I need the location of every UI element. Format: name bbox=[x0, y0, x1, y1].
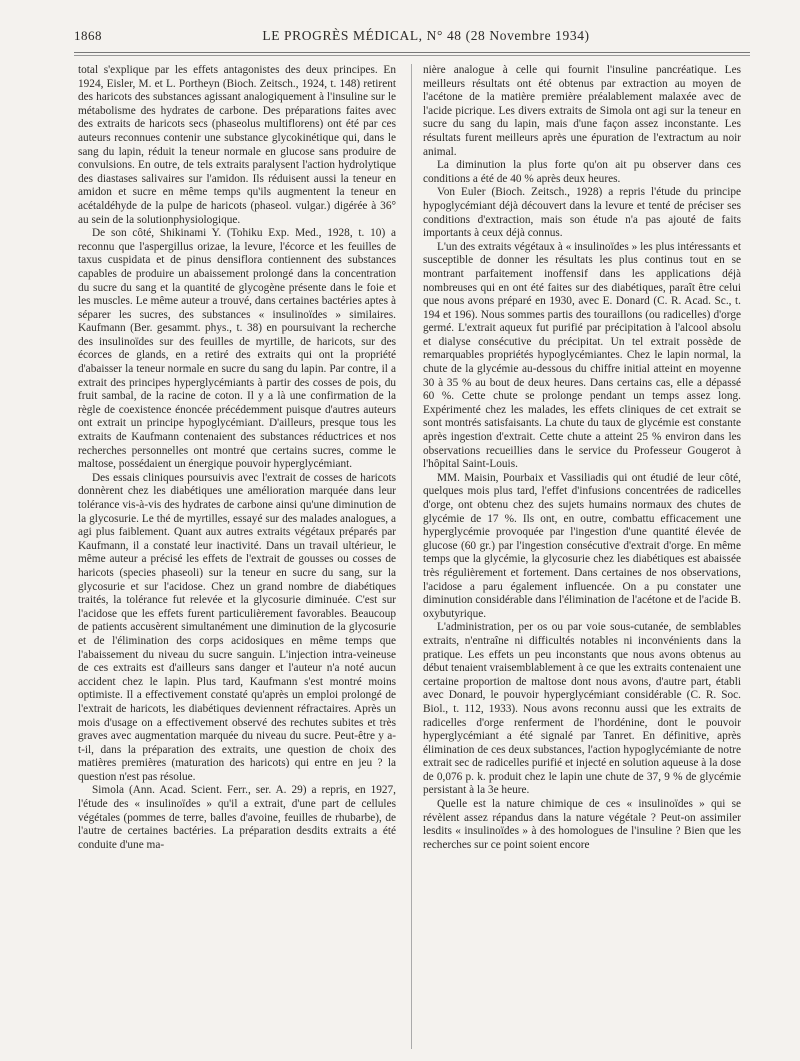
page-number: 1868 bbox=[74, 28, 102, 43]
paragraph: Von Euler (Bioch. Zeitsch., 1928) a repris l'étude du principe hypoglycémiant déjà découvert dans la levure et tenté de préciser ses conditions d'extraction, mais son étude n'a pas ajouté de faits importants à ceux déjà connus. bbox=[423, 186, 741, 240]
header-rule-secondary bbox=[74, 55, 750, 56]
journal-title: LE PROGRÈS MÉDICAL, N° 48 (28 Novembre 1934) bbox=[262, 28, 590, 43]
column-divider bbox=[411, 64, 412, 1049]
right-column bbox=[423, 64, 741, 852]
left-column bbox=[78, 64, 396, 852]
paragraph: Des essais cliniques poursuivis avec l'extrait de cosses de haricots donnèrent chez les diabétiques une amélioration marquée dans leur tolérance vis-à-vis des hydrates de carbone ainsi qu'une diminution de la glycosurie. Le thé de myrtilles, essayé sur des malades analogues, a agi plus faiblement. Quant aux autres extraits végétaux préparés par Kaufmann, il a constaté leur inactivité. Dans un travail ultérieur, le même auteur a précisé les effets de l'extrait de gousses ou cosses de haricots (species phaseoli) sur la teneur en sucre du sang, sur la glycosurie et sur l'acidose. Chez un grand nombre de diabétiques traités, la tolérance fut relevée et la glycosurie diminuée. C'est sur l'acidose que les effets furent particulièrement favorables. Beaucoup de patients accusèrent simultanément une diminution de la glycosurie et de l'élimination des corps acidosiques en même temps que l'abaissement du niveau du sucre sanguin. L'injection intra-veineuse de ces extraits est d'ailleurs sans danger et l'auteur n'a noté aucun accident chez le lapin. Plus tard, Kaufmann s'est montré moins optimiste. Il a effectivement constaté qu'après un emploi prolongé de l'extrait de haricots, les diabétiques deviennent réfractaires. Après un mois d'usage on a effectivement observé des rechutes subites et très graves avec augmentation marquée du niveau du sucre. Peut-être y a-t-il, dans la préparation des extraits, une question de choix des matières premières (maturation des haricots) qui entre en jeu ? la question n'est pas résolue. bbox=[78, 471, 396, 783]
paragraph: Simola (Ann. Acad. Scient. Ferr., ser. A. 29) a repris, en 1927, l'étude des « insulinoïdes » qu'il a extrait, d'une part de cellules végétales (pommes de terre, balles d'avoine, feuilles de rhubarbe), de l'autre de certaines bactéries. La préparation desdits extraits a été conduite d'une ma- bbox=[78, 784, 396, 851]
paragraph: total s'explique par les effets antagonistes des deux principes. En 1924, Eisler, M. et L. Portheyn (Bioch. Zeitsch., 1924, t. 148) retirent des haricots des substances agissant analogiquement à l'insuline sur le métabolisme des hydrates de carbone. Des préparations faites avec des extraits de haricots secs (phaseolus multiflorens) ont été par ces auteurs reconnues contenir une substance glycokinétique qui, dans le sang du lapin, réduit la teneur normale en glucose sans produire de convulsions. En outre, de tels extraits paralysent l'action hydrolytique des diastases salivaires sur l'amidon. Ils réduisent aussi la teneur en amidon et sucre en même temps qu'ils augmentent la teneur en acétaldéhyde de la pulpe de haricots (phaseol. vulgar.) digérée à 36° au sein de la solutionphysiologique. bbox=[78, 64, 396, 226]
running-header bbox=[74, 28, 750, 50]
paragraph: Quelle est la nature chimique de ces « insulinoïdes » qui se révèlent assez répandus dans la nature végétale ? Peut-on assimiler lesdits « insulinoïdes » à des homologues de l'insuline ? Bien que les recherches sur ce point soient encore bbox=[423, 798, 741, 851]
header-rule bbox=[74, 52, 750, 53]
paragraph: nière analogue à celle qui fournit l'insuline pancréatique. Les meilleurs résultats ont été obtenus par extraction au moyen de l'acétone de la matière première préalablement malaxée avec de l'acide picrique. Les divers extraits de Simola ont agi sur la teneur en sucre du sang du lapin, mais d'une façon assez inconstante. Les résultats furent meilleurs après une épuration de l'extractum au noir animal. bbox=[423, 64, 741, 158]
paragraph: La diminution la plus forte qu'on ait pu observer dans ces conditions a été de 40 % après deux heures. bbox=[423, 159, 741, 185]
paragraph: De son côté, Shikinami Y. (Tohiku Exp. Med., 1928, t. 10) a reconnu que l'aspergillus orizae, la levure, l'écorce et les feuilles de taxus cuspidata et de pinus densiflora contiennent des substances capables de produire un abaissement prolongé dans la concentration du sucre du sang et la quantité de glycogène présente dans le foie et les muscles. Le même auteur a trouvé, dans certaines bactéries aptes à séparer les sucres, des substances « insulinoïdes » similaires. Kaufmann (Ber. gesammt. phys., t. 38) en poursuivant la recherche des insulinoïdes sur des feuilles de myrtille, de haricots, sur des écorces de glands, en a retiré des extraits qui ont la propriété d'abaisser la teneur normale en sucre du sang du lapin. Par contre, il a extrait des principes hyperglycémiants à partir des cosses de pois, du fruit sambal, de la racine de coton. Il y a là une confirmation de la règle de coexistence énoncée précédemment puisque d'autres auteurs ont extrait un principe hypoglycémiant. D'ailleurs, presque tous les extraits de Kaufmann contenaient des substances réductrices et nos recherches personnelles ont montré que certains sucres, comme le maltose, possédaient un énergique pouvoir hyperglycémiant. bbox=[78, 227, 396, 471]
paragraph: L'administration, per os ou par voie sous-cutanée, de semblables extraits, n'entraîne ni difficultés notables ni inconvénients dans la pratique. Les effets un peu inconstants que nous avons obtenus au début tenaient vraisemblablement à ce que les extraits contenaient une certaine proportion de maltose dont nous avons, d'autre part, établi avec Donard, le pouvoir hyperglycémiant considérable (C. R. Soc. Biol., t. 112, 1933). Nous avons reconnu aussi que les extraits de radicelles d'orge renferment de l'hordénine, dont le pouvoir hyperglycémiant a été signalé par Tanret. En définitive, après élimination de ces deux substances, l'action hypoglycémiante de notre extrait sec de radicelles purifié et injecté en solution aqueuse à la dose de 0,076 p. k. produit chez le lapin une chute de 37, 9 % de glycémie persistant à la 3e heure. bbox=[423, 621, 741, 797]
paragraph: L'un des extraits végétaux à « insulinoïdes » les plus intéressants et susceptible de donner les résultats les plus continus tout en se montrant parfaitement inoffensif dans les applications déjà nombreuses qui en ont été faites sur des diabétiques, paraît être celui que nous avons préparé en 1930, avec E. Donard (C. R. Acad. Sc., t. 194 et 196). Nous sommes partis des touraillons (ou radicelles) d'orge germé. L'extrait aqueux fut purifié par précipitation à l'alcool absolu et dialyse consécutive du précipitat. Un tel extrait possède de remarquables propriétés hypoglycémiantes. Chez le lapin normal, la chute de la glycémie au-dessous du chiffre initial atteint en moyenne 30 à 35 % au bout de deux heures. Dans certains cas, elle a dépassé 60 %. Cette chute se prolonge pendant un temps assez long. Expérimenté chez les malades, les effets cliniques de cet extrait se sont montrés satisfaisants. La chute du taux de glycémie est constante après ingestion d'extrait. Cette chute a atteint 25 % environ dans les observations recueillies dans le service du Professeur Gougerot à l'hôpital Saint-Louis. bbox=[423, 240, 741, 471]
paragraph: MM. Maisin, Pourbaix et Vassiliadis qui ont étudié de leur côté, quelques mois plus tard, l'effet d'infusions concentrées de radicelles d'orge, ont obtenu chez des sujets humains normaux des chutes de glycémie de 17 %. Ils ont, en outre, combattu efficacement une hyperglycémie provoquée par l'ingestion d'une quantité élevée de glucose (60 gr.) par l'ingestion consécutive d'extrait d'orge. En même temps que la glycémie, la glycosurie chez les diabétiques est abaissée très régulièrement et fortement. Dans certaines de nos observations, l'acidose a paru également influencée. On a pu constater une diminution considérable dans l'élimination de l'acétone et de l'acide B. oxybutyrique. bbox=[423, 471, 741, 620]
